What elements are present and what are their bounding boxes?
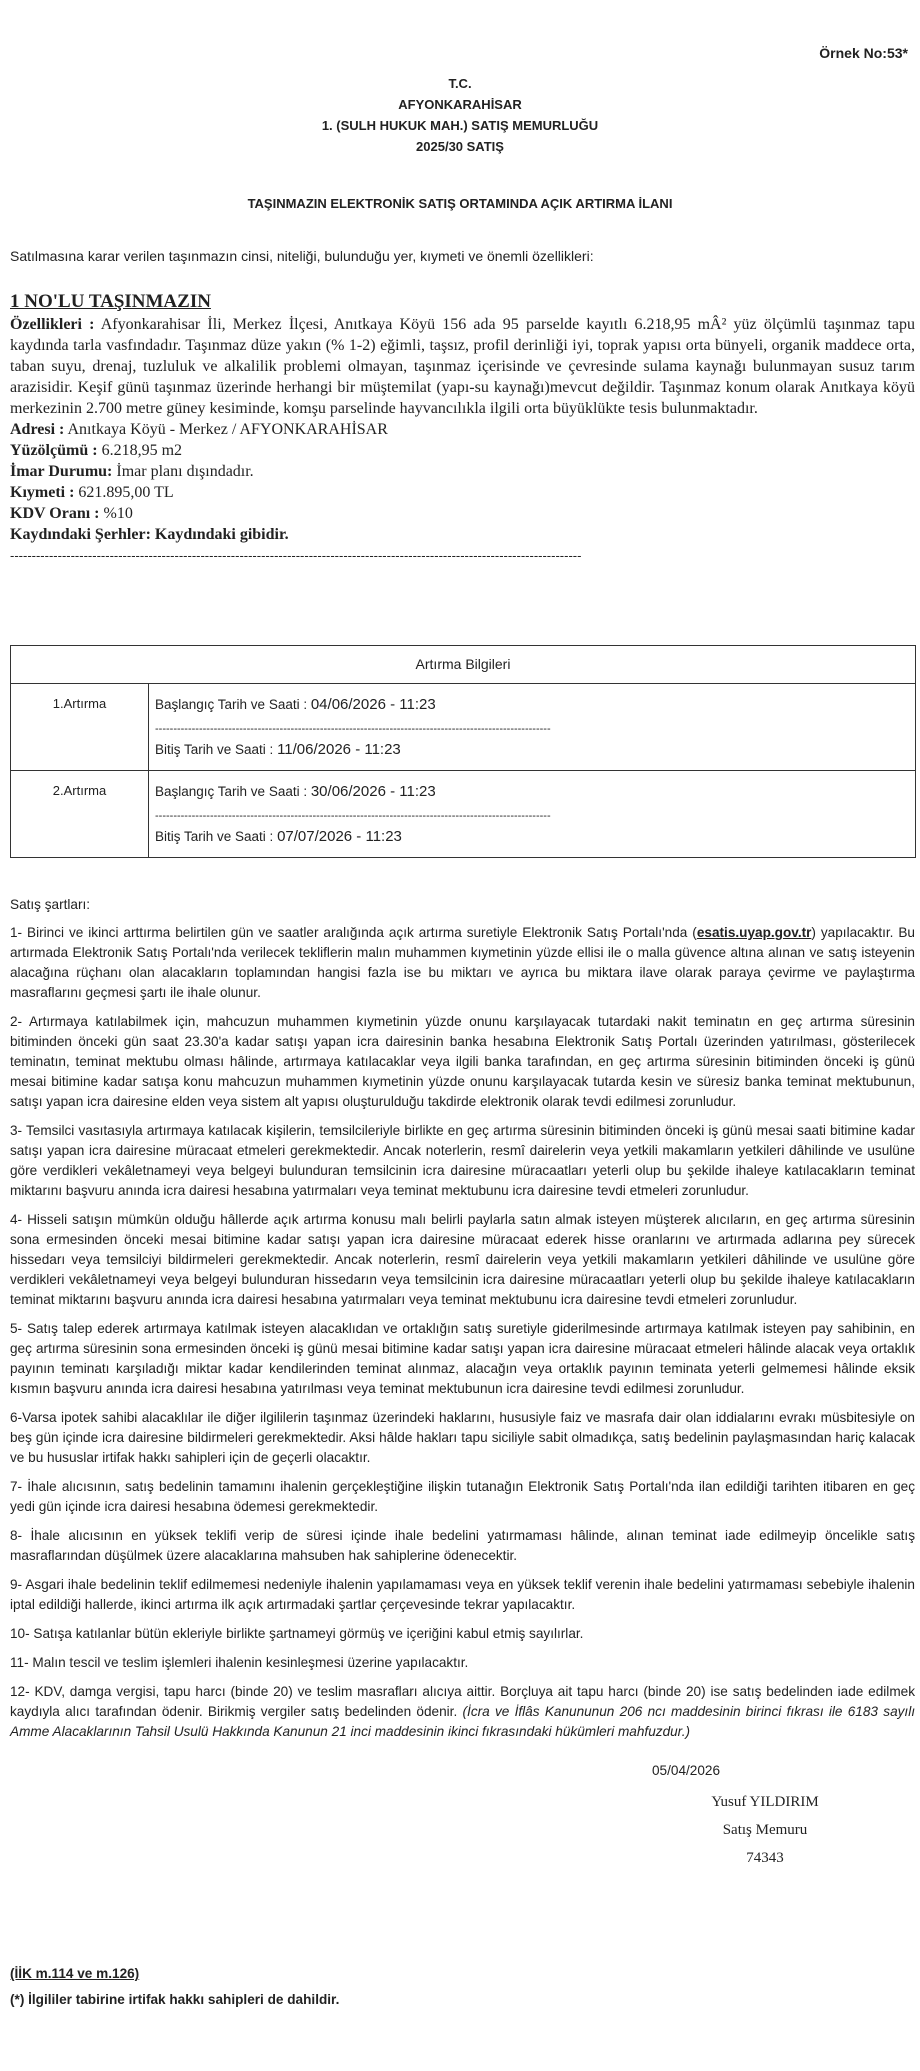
auction-round-dates	[149, 771, 916, 858]
property-separator: ------------------------------------------------------------------------------------------------------------------------------------	[10, 548, 582, 563]
condition-5: 5- Satış talep ederek artırmaya katılmak isteyen alacaklıdan ve ortaklığın satış suretiyle giderilmesinde artırmaya katılmak isteyen pay sahibinin, en geç artırma süresinin sona ermesinden önceki iş günü mesai bitimine kadar satışı yapan icra dairesine müracaat etmeleri hâlinde alacak veya ortaklık payının teminatı karşıladığı miktar kadar kendilerinden teminat alınmaz, alacağın veya ortaklık payının teminata yeterli gelmemesi hâlinde eksik kısmın başvuru anında icra dairesi hesabına yatırılması veya teminat mektubunun icra dairesine tevdi edilmesi zorunludur.	[10, 1321, 915, 1396]
auction-info-table	[10, 645, 916, 858]
esatis-portal-link[interactable]: esatis.uyap.gov.tr	[696, 925, 812, 940]
header-line-tc: T.C.	[448, 76, 472, 91]
auction-round-dates	[149, 684, 916, 771]
condition-6: 6-Varsa ipotek sahibi alacaklılar ile diğer ilgililerin taşınmaz üzerindeki haklarını, hususiyle faiz ve masrafa dair olan iddialarını evrakı müsbitesiyle on beş gün içinde icra dairesine bildirmeleri gerekmektedir. Aksi hâlde hakları tapu siciliyle sabit olmadıkça, satış bedelinin paylaşmasından hariç kalacak ve bu hususlar irtifak hakkı sahipleri için de geçerli olacaktır.	[10, 1410, 915, 1465]
address-value: Anıtkaya Köyü - Merkez / AFYONKARAHİSAR	[64, 421, 388, 438]
end-value: 11/06/2026 - 11:23	[277, 741, 401, 758]
address-label: Adresi :	[10, 421, 65, 438]
signature-date: 05/04/2026	[652, 1763, 721, 1778]
end-label: Bitiş Tarih ve Saati :	[155, 829, 278, 844]
condition-11: 11- Malın tescil ve teslim işlemleri ihalenin kesinleşmesi üzerine yapılacaktır.	[10, 1655, 469, 1670]
condition-10: 10- Satışa katılanlar bütün ekleriyle birlikte şartnameyi görmüş ve içeriğini kabul etmiş sayılırlar.	[10, 1626, 584, 1641]
condition-12	[10, 1682, 915, 1742]
header-line-office: 1. (SULH HUKUK MAH.) SATIŞ MEMURLUĞU	[321, 118, 599, 133]
property-area	[10, 440, 915, 461]
end-datetime	[155, 828, 909, 845]
condition-12-text: 12- KDV, damga vergisi, tapu harcı (binde 20) ve teslim masrafları alıcıya aittir. Borçluya ait tapu harcı (binde 20) ise satış bedelinden iade edilmek kaydıyla alıcı tarafından ödenir. Birikmiş vergiler satış bedelinden ödenir.	[10, 1684, 915, 1719]
condition-3: 3- Temsilci vasıtasıyla artırmaya katılacak kişilerin, temsilcileriyle birlikte en geç artırma süresinin bitiminden önceki iş günü mesai saati bitimine kadar satışı yapan icra dairesine müracaat etmeleri gerekmektedir. Ancak noterlerin, resmî dairelerin veya yetkili makamların yetkileri dâhilinde ve usulüne göre verdikleri vekâletnameyi veya belgeyi bulunduran temsilcinin icra dairesine müracaatları yeterli olup bu şekilde ihaleye katılacakların teminat miktarını başvuru anında icra dairesi hesabına yatırmaları veya teminat mektubunu icra dairesine tevdi etmeleri zorunludur.	[10, 1123, 915, 1198]
start-datetime	[155, 696, 909, 713]
sale-conditions	[10, 895, 915, 1751]
features-text: Afyonkarahisar İli, Merkez İlçesi, Anıtkaya Köyü 156 ada 95 parselde kayıtlı 6.218,95 mÂ² yüz ölçümlü taşınmaz tapu kaydında tarla vasfındadır. Taşınmaz düze yakın (% 1-2) eğimli, taşsız, profil derinliği iyi, toprak yapısı orta bünyeli, organik maddece orta, taban suyu, drenaj, tuzluluk ve alkalilik problemi olmayan, taşınmaz içerisinde ve çevresinde sulama kaynağı bulunmayan susuz tarım arazisidir. Keşif günü taşınmaz üzerinde herhangi bir müştemilat (yapı-su kaynağı)mevcut değildir. Taşınmaz konum olarak Anıtkaya köyü merkezinin 2.700 metre güney kesiminde, komşu parselinde hayvancılıkla ilgili orta büyüklükte tesis bulunmaktadır.	[10, 316, 915, 417]
condition-7: 7- İhale alıcısının, satış bedelinin tamamını ihalenin gerçekleştiğine ilişkin tutanağın Elektronik Satış Portalı'nda ilan edildiği tarihten itibaren en geç yedi gün içinde icra dairesi hesabına ödemesi gerekmektedir.	[10, 1479, 915, 1514]
auction-round-label: 2.Artırma	[11, 771, 149, 858]
property-heading: 1 NO'LU TAŞINMAZIN	[10, 291, 211, 312]
area-value: 6.218,95 m2	[97, 442, 183, 459]
property-section	[10, 290, 915, 566]
row-separator: ------------------------------------------------------------------------------------------------------------	[155, 810, 551, 822]
sample-number: Örnek No:53*	[819, 45, 908, 61]
property-zoning	[10, 461, 915, 482]
property-vat	[10, 503, 915, 524]
value-label: Kıymeti :	[10, 484, 75, 501]
condition-12-legal-note: (İcra ve İflâs Kanununun 206 ncı maddesinin birinci fıkrası ile 6183 sayılı Amme Alacaklarının Tahsil Usulü Hakkında Kanunun 21 inci maddesinin ikinci fıkrasındaki hükümleri mahfuzdur.)	[10, 1704, 915, 1739]
end-label: Bitiş Tarih ve Saati :	[155, 742, 278, 757]
vat-label: KDV Oranı :	[10, 505, 100, 522]
condition-1-text-a: 1- Birinci ve ikinci arttırma belirtilen gün ve saatler aralığında açık artırma suretiyle Elektronik Satış Portalı'nda (	[10, 925, 697, 940]
condition-1-text-b: ) yapılacaktır. Bu artırmada Elektronik Satış Portalı'nda verilecek tekliflerin malın muhammen kıymetinin yüzde ellisi ile o malla güvence altına alınan ve satış isteyenin alacağına rüçhanı olan alacakların toplamından hangisi fazla ise bu miktarı ve ayrıca bu miktara ilave olarak paraya çevirme ve paylaştırma masraflarını geçmesi şartı ile ihale olunur.	[10, 925, 915, 1000]
zoning-value: İmar planı dışındadır.	[112, 463, 254, 480]
start-label: Başlangıç Tarih ve Saati :	[155, 784, 311, 799]
law-reference: (İİK m.114 ve m.126)	[10, 1966, 140, 1981]
auction-round-label: 1.Artırma	[11, 684, 149, 771]
end-datetime	[155, 741, 909, 758]
start-datetime	[155, 783, 909, 800]
condition-8: 8- İhale alıcısının en yüksek teklifi verip de süresi içinde ihale bedelini yatırmaması hâlinde, alınan teminat iade edilmeyip öncelikle satış masraflarından düşülmek üzere alacaklarına mahsuben hak sahiplerine ödenecektir.	[10, 1528, 915, 1563]
auction-table-header: Artırma Bilgileri	[11, 646, 916, 684]
condition-2: 2- Artırmaya katılabilmek için, mahcuzun muhammen kıymetinin yüzde onunu karşılayacak tutardaki nakit teminatın en geç artırma süresinin bitiminden önceki gün saat 23.30'a kadar satışı yapan icra dairesinin banka hesabına Elektronik Satış Portalı üzerinden yatırılması, gösterilecek teminatın, teminat mektubu olması hâlinde, artırmaya katılacaklar veya ilgili banka tarafından, en geç artırma süresinin bitiminden önceki iş günü mesai bitimine kadar satışa konu mahcuzun muhammen kıymetinin yüzde onunu karşılayacak tutarda kesin ve süresiz banka teminat mektubunun, satışı yapan icra dairesine elden veya sistem alt yapısı oluşturulduğu takdirde elektronik olarak tevdi edilmesi zorunludur.	[10, 1014, 915, 1109]
signer-number: 74343	[746, 1850, 784, 1866]
conditions-heading: Satış şartları:	[10, 897, 91, 912]
features-label: Özellikleri :	[10, 316, 95, 333]
signature-block	[690, 1788, 840, 1872]
property-features	[10, 314, 915, 419]
property-address	[10, 419, 915, 440]
page-title: TAŞINMAZIN ELEKTRONİK SATIŞ ORTAMINDA AÇIK ARTIRMA İLANI	[247, 196, 673, 211]
header-line-city: AFYONKARAHİSAR	[398, 97, 522, 112]
auction-row	[11, 771, 916, 858]
condition-1	[10, 923, 915, 1003]
start-value: 30/06/2026 - 11:23	[310, 783, 436, 800]
condition-4: 4- Hisseli satışın mümkün olduğu hâllerde açık artırma konusu malı belirli paylarla satın almak isteyen müşterek alıcıların, en geç artırma süresinin sona ermesinden önceki mesai bitimine kadar satışı yapan icra dairesine müracaat ederek hisse oranlarını ve artırmada adlarına pey sürecek hissedarı veya temsilciyi bildirmeleri gerekmektedir. Ancak noterlerin, resmî dairelerin veya yetkili makamların yetkileri dâhilinde ve usulüne göre verdikleri vekâletnameyi veya belgeyi bulunduran hissedarın veya temsilcinin icra dairesine müracaatları yeterli olup bu şekilde ihaleye katılacakların teminat miktarını başvuru anında icra dairesi hesabına yatırmaları veya teminat mektubunu icra dairesine tevdi etmeleri zorunludur.	[10, 1212, 915, 1307]
signer-name: Yusuf YILDIRIM	[711, 1794, 819, 1810]
auction-row	[11, 684, 916, 771]
signer-title: Satış Memuru	[722, 1822, 808, 1838]
header-line-file-no: 2025/30 SATIŞ	[416, 139, 504, 154]
condition-9: 9- Asgari ihale bedelinin teklif edilmemesi nedeniyle ihalenin yapılamaması veya en yüksek teklif verenin ihale bedelini yatırmaması sebebiyle ihalenin iptal edildiği hallerde, ikinci artırma ilk açık artırmadaki şartlar çerçevesinde tekrar yapılacaktır.	[10, 1577, 915, 1612]
document-header	[0, 73, 920, 157]
property-annotations	[10, 524, 915, 545]
annotations-value: Kaydındaki gibidir.	[150, 526, 289, 543]
area-label: Yüzölçümü :	[10, 442, 98, 459]
start-value: 04/06/2026 - 11:23	[310, 696, 436, 713]
start-label: Başlangıç Tarih ve Saati :	[155, 697, 311, 712]
vat-value: %10	[99, 505, 133, 522]
footnote: (*) İlgililer tabirine irtifak hakkı sahipleri de dahildir.	[10, 1992, 340, 2007]
intro-text: Satılmasına karar verilen taşınmazın cinsi, niteliği, bulunduğu yer, kıymeti ve önemli özellikleri:	[10, 248, 594, 264]
zoning-label: İmar Durumu:	[10, 463, 113, 480]
row-separator: ------------------------------------------------------------------------------------------------------------	[155, 723, 551, 735]
value-amount: 621.895,00 TL	[74, 484, 174, 501]
property-value	[10, 482, 915, 503]
annotations-label: Kaydındaki Şerhler:	[10, 526, 151, 543]
end-value: 07/07/2026 - 11:23	[277, 828, 402, 845]
